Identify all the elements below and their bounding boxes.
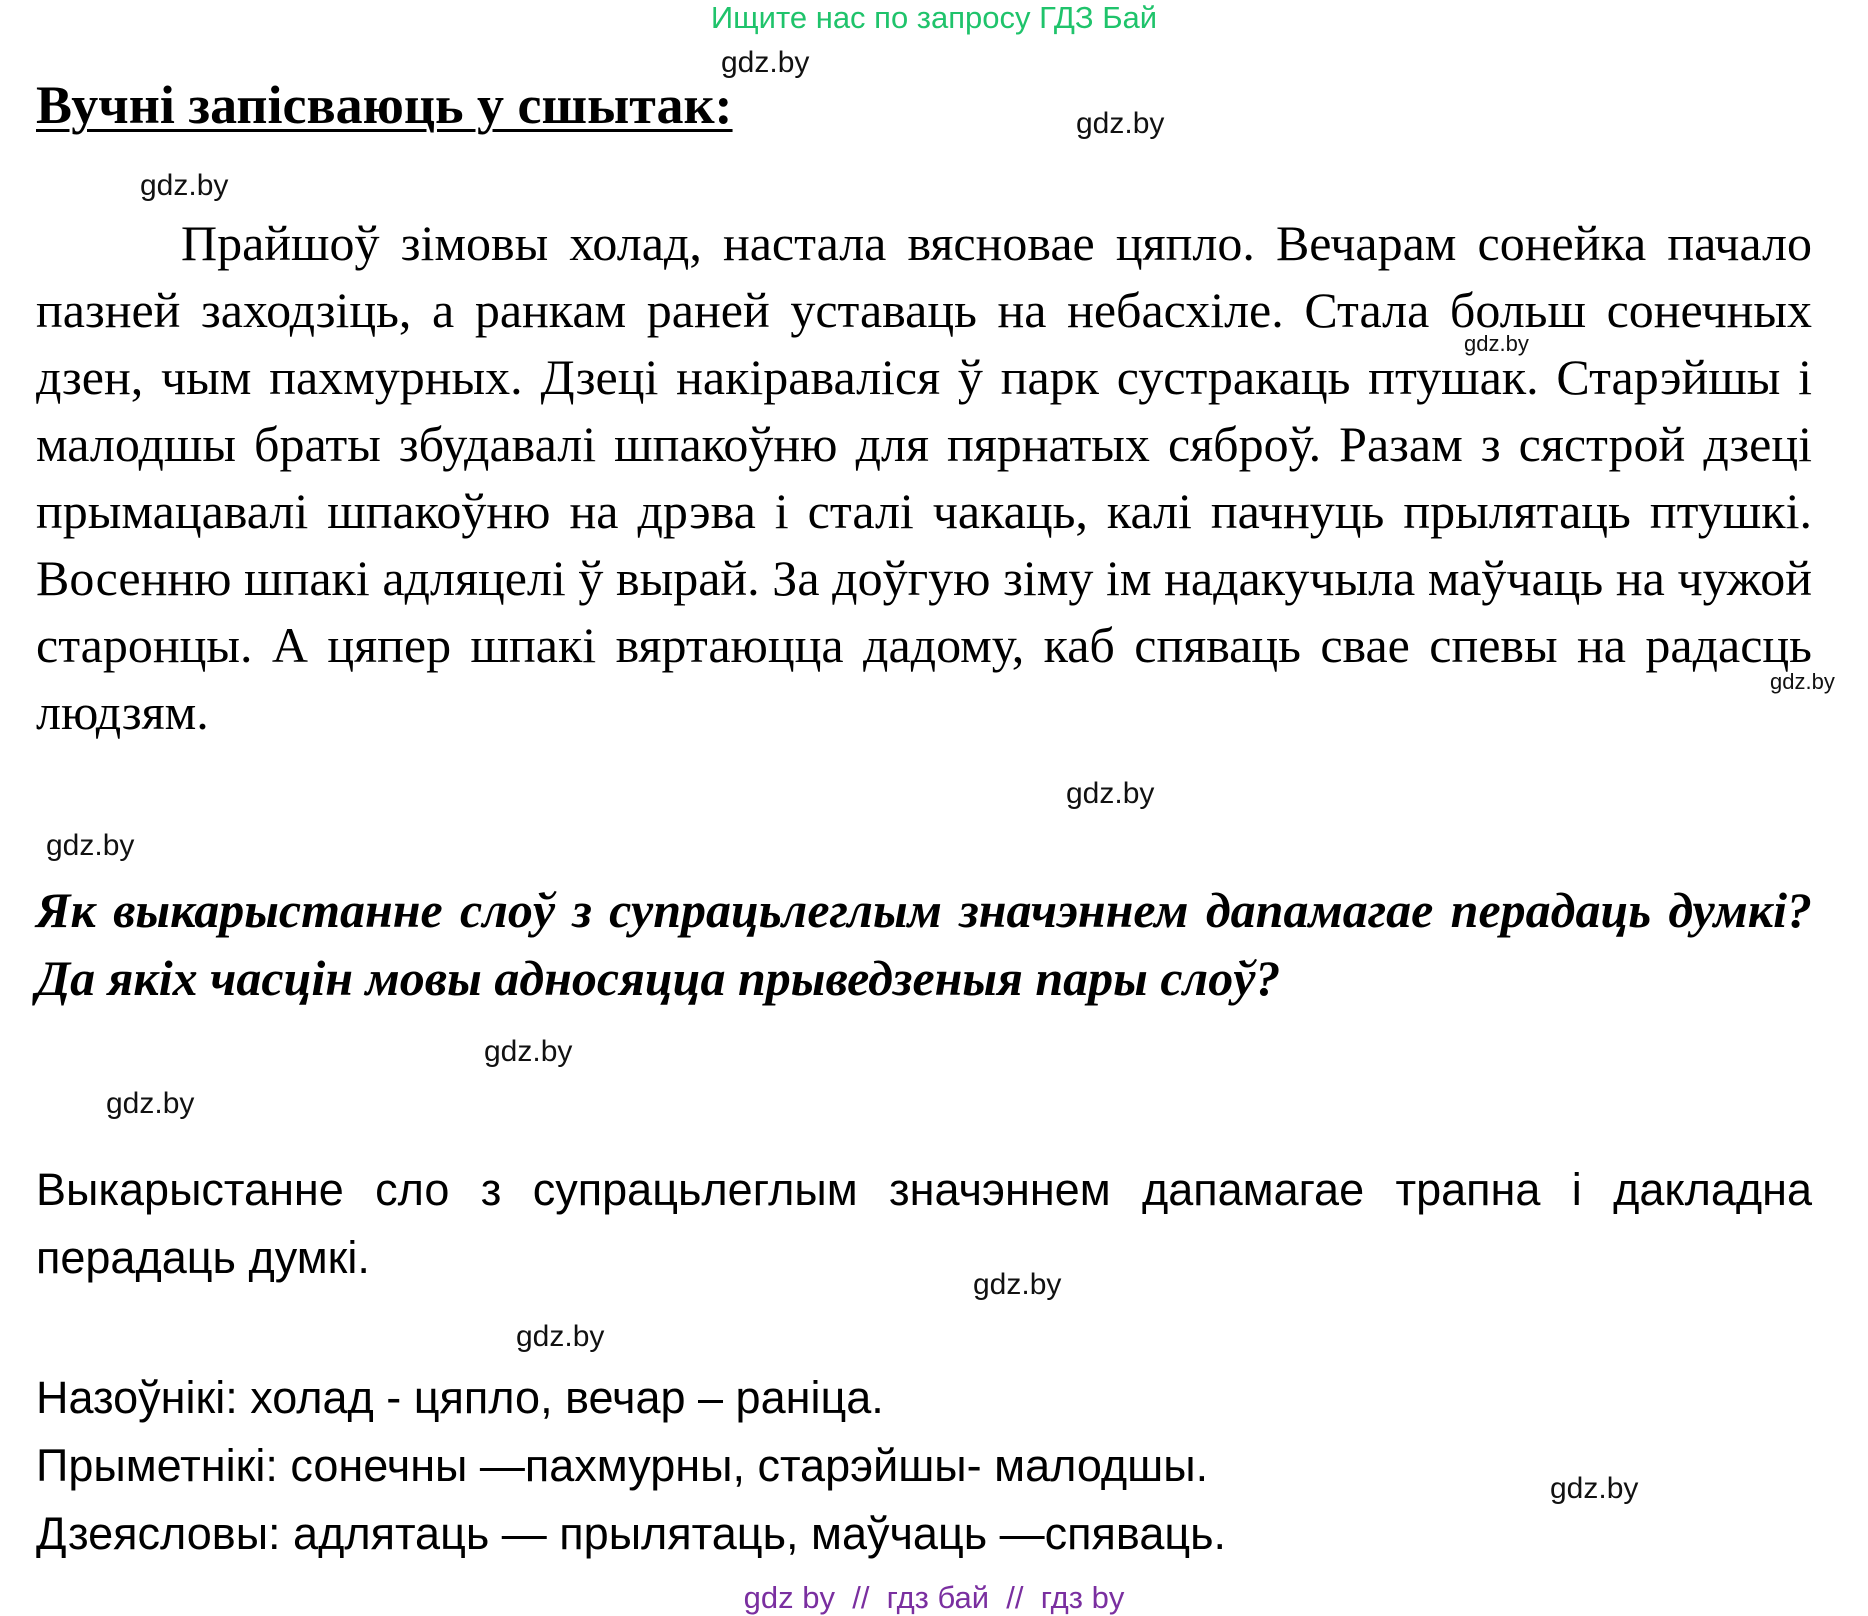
footer-links: gdz by // гдз бай // гдз by <box>743 1580 1125 1615</box>
pair-adjectives: Прыметнікі: сонечны —пахмурны, старэйшы- малодшы. <box>36 1440 1209 1491</box>
dictation-paragraph: Прайшоў зімовы холад, настала вясновае цяпло. Вечарам сонейка пачало пазней заходзіць, а ранкам раней уставаць на небасхіле. Стала больш сонечных дзен, чым пахмурных. Дзеці накіраваліся ў парк сустракаць птушак. Старэйшы і малодшы браты збудавалі шпакоўню для пярнатых сяброў. Разам з сястрой дзеці прымацавалі шпакоўню на дрэва і сталі чакаць, калі пачнуць прылятаць птушкі. Восенню шпакі адляцелі ў вырай. За доўгую зіму ім надакучыла маўчаць на чужой старонцы. А цяпер шпакі вяртаюцца дадому, каб спяваць свае спевы на радасць людзям. <box>36 215 1812 740</box>
pair-verbs: Дзеясловы: адлятаць — прылятаць, маўчаць —спяваць. <box>36 1508 1227 1559</box>
watermark: gdz.by <box>1464 331 1529 356</box>
watermark: gdz.by <box>516 1320 605 1353</box>
watermark: gdz.by <box>484 1035 573 1068</box>
watermark: gdz.by <box>106 1087 195 1120</box>
search-banner: Ищите нас по запросу ГДЗ Бай <box>710 0 1158 35</box>
watermark: gdz.by <box>973 1268 1062 1301</box>
watermark: gdz.by <box>1076 107 1165 140</box>
watermark: gdz.by <box>140 169 229 202</box>
pair-nouns: Назоўнікі: холад - цяпло, вечар – раніца. <box>36 1372 884 1423</box>
watermark: gdz.by <box>721 46 810 79</box>
watermark: gdz.by <box>1066 777 1155 810</box>
answer-text: Выкарыстанне сло з супрацьлеглым значэннем дапамагае трапна і дакладна перадаць думкі. <box>36 1164 1812 1283</box>
watermark: gdz.by <box>1550 1472 1639 1505</box>
page-heading: Вучні запісваюць у сшытак: <box>36 75 733 135</box>
watermark: gdz.by <box>1770 669 1835 694</box>
watermark: gdz.by <box>46 829 135 862</box>
question-text: Як выкарыстанне слоў з супрацьлеглым значэннем дапамагае перадаць думкі? Да якіх часцін мовы адносяцца прыведзеныя пары слоў? <box>36 882 1812 1006</box>
